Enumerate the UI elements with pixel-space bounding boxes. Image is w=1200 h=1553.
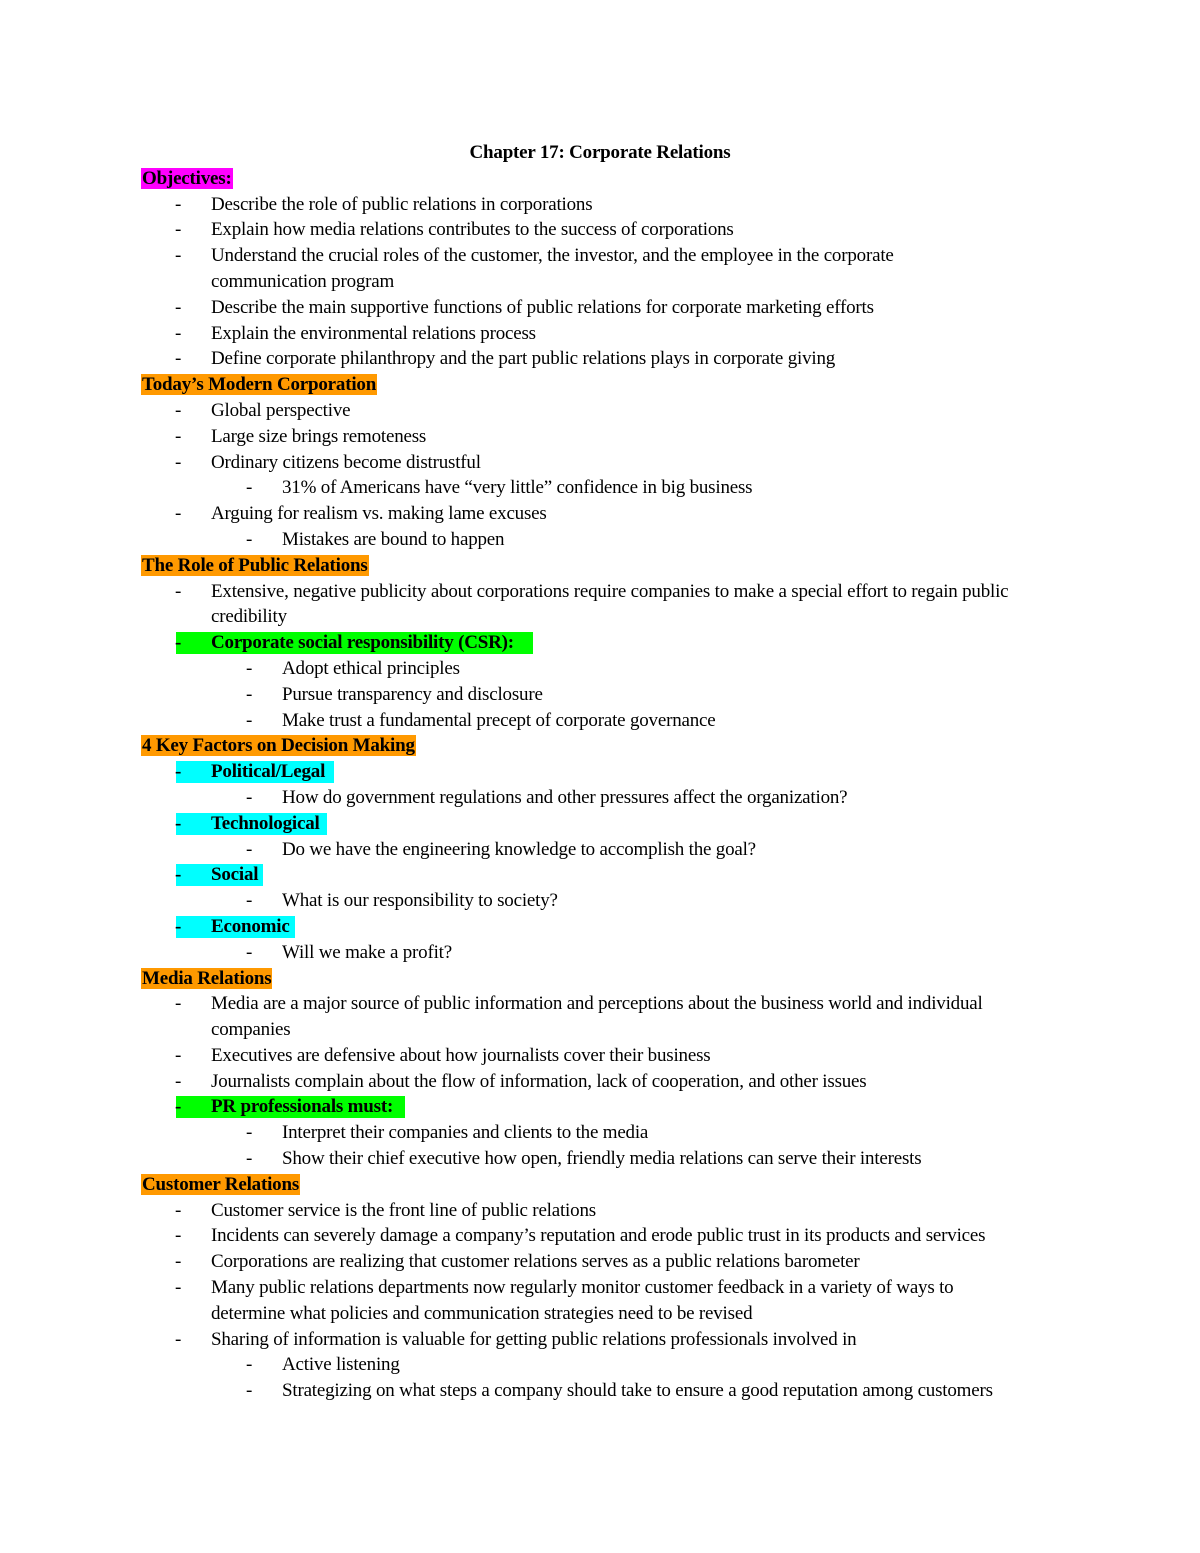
bullet-dash: -	[246, 1380, 253, 1402]
subheading-pr-professionals: - PR professionals must:	[0, 1094, 1200, 1120]
list-item: - Explain the environmental relations process	[0, 321, 1200, 347]
bullet-dash: -	[175, 1044, 182, 1066]
list-item: - Many public relations departments now regularly monitor customer feedback in a variety of ways to	[0, 1275, 1200, 1301]
bullet-dash: -	[246, 1122, 253, 1144]
bullet-dash: -	[246, 1148, 253, 1170]
list-item: - Extensive, negative publicity about corporations require companies to make a special effort to regain public	[0, 579, 1200, 605]
section-heading-customer-relations	[0, 1172, 1200, 1198]
subheading-political-legal: - Political/Legal	[0, 759, 1200, 785]
list-item: - Incidents can severely damage a company’s reputation and erode public trust in its products and services	[0, 1223, 1200, 1249]
bullet-dash: -	[246, 657, 253, 679]
bullet-dash: -	[246, 890, 253, 912]
bullet-dash: -	[175, 1199, 182, 1221]
list-item: - Define corporate philanthropy and the part public relations plays in corporate giving	[0, 346, 1200, 372]
section-heading-key-factors	[0, 733, 1200, 759]
bullet-dash: -	[175, 1328, 182, 1350]
bullet-dash: -	[175, 761, 182, 783]
subheading-economic: - Economic	[0, 914, 1200, 940]
heading-text: Today’s Modern Corporation	[142, 374, 377, 396]
subheading-csr: - Corporate social responsibility (CSR):	[0, 630, 1200, 656]
bullet-dash: -	[175, 451, 182, 473]
bullet-dash: -	[175, 915, 182, 937]
bullet-dash: -	[246, 477, 253, 499]
sub-list-item: - Pursue transparency and disclosure	[0, 682, 1200, 708]
document-body	[0, 140, 1200, 1404]
heading-text: Customer Relations	[142, 1173, 300, 1195]
bullet-dash: -	[175, 193, 182, 215]
sub-list-item: - Active listening	[0, 1352, 1200, 1378]
sub-list-item: - How do government regulations and other pressures affect the organization?	[0, 785, 1200, 811]
list-item: - Ordinary citizens become distrustful	[0, 450, 1200, 476]
list-item: - Customer service is the front line of public relations	[0, 1198, 1200, 1224]
bullet-dash: -	[175, 1096, 182, 1118]
bullet-dash: -	[175, 425, 182, 447]
bullet-dash: -	[246, 838, 253, 860]
bullet-dash: -	[175, 864, 182, 886]
bullet-dash: -	[175, 322, 182, 344]
list-item: - Describe the role of public relations in corporations	[0, 192, 1200, 218]
bullet-dash: -	[246, 941, 253, 963]
list-item: - Large size brings remoteness	[0, 424, 1200, 450]
section-heading-media-relations	[0, 966, 1200, 992]
list-item-continuation: communication program	[211, 270, 395, 292]
sub-list-item: - Show their chief executive how open, friendly media relations can serve their interests	[0, 1146, 1200, 1172]
sub-list-item: - Interpret their companies and clients to the media	[0, 1120, 1200, 1146]
list-item-continuation: determine what policies and communication strategies need to be revised	[211, 1302, 753, 1324]
heading-text: Media Relations	[142, 967, 272, 989]
bullet-dash: -	[175, 1277, 182, 1299]
heading-text: The Role of Public Relations	[142, 554, 368, 576]
list-item: - Describe the main supportive functions of public relations for corporate marketing efforts	[0, 295, 1200, 321]
sub-list-item: - What is our responsibility to society?	[0, 888, 1200, 914]
list-item: - Corporations are realizing that customer relations serves as a public relations barometer	[0, 1249, 1200, 1275]
subheading-social: - Social	[0, 862, 1200, 888]
bullet-dash: -	[175, 296, 182, 318]
bullet-dash: -	[175, 580, 182, 602]
heading-text: 4 Key Factors on Decision Making	[142, 735, 415, 757]
bullet-dash: -	[246, 786, 253, 808]
bullet-dash: -	[175, 1251, 182, 1273]
list-item: - Understand the crucial roles of the customer, the investor, and the employee in the corporate	[0, 243, 1200, 269]
page-title: Chapter 17: Corporate Relations	[469, 142, 731, 163]
heading-text: Objectives:	[142, 167, 232, 189]
bullet-dash: -	[175, 219, 182, 241]
bullet-dash: -	[175, 1070, 182, 1092]
bullet-dash: -	[175, 993, 182, 1015]
sub-list-item: - Strategizing on what steps a company should take to ensure a good reputation among customers	[0, 1378, 1200, 1404]
list-item: - Executives are defensive about how journalists cover their business	[0, 1043, 1200, 1069]
list-item-continuation: companies	[211, 1019, 291, 1041]
bullet-dash: -	[175, 503, 182, 525]
list-item: - Arguing for realism vs. making lame excuses	[0, 501, 1200, 527]
sub-list-item: - 31% of Americans have “very little” confidence in big business	[0, 475, 1200, 501]
list-item-continuation: credibility	[211, 606, 287, 628]
list-item: - Explain how media relations contributes to the success of corporations	[0, 217, 1200, 243]
bullet-dash: -	[246, 709, 253, 731]
section-heading-modern-corporation	[0, 372, 1200, 398]
bullet-dash: -	[246, 528, 253, 550]
sub-list-item: - Mistakes are bound to happen	[0, 527, 1200, 553]
bullet-dash: -	[175, 245, 182, 267]
bullet-dash: -	[246, 683, 253, 705]
sub-list-item: - Adopt ethical principles	[0, 656, 1200, 682]
list-item: - Media are a major source of public information and perceptions about the business world and individual	[0, 991, 1200, 1017]
bullet-dash: -	[175, 812, 182, 834]
subheading-technological: - Technological	[0, 811, 1200, 837]
bullet-dash: -	[246, 1354, 253, 1376]
section-heading-role-of-pr	[0, 553, 1200, 579]
bullet-dash: -	[175, 632, 182, 654]
list-item: - Journalists complain about the flow of information, lack of cooperation, and other issues	[0, 1069, 1200, 1095]
list-item: - Global perspective	[0, 398, 1200, 424]
bullet-dash: -	[175, 348, 182, 370]
list-item: - Sharing of information is valuable for getting public relations professionals involved in	[0, 1327, 1200, 1353]
sub-list-item: - Do we have the engineering knowledge to accomplish the goal?	[0, 837, 1200, 863]
bullet-dash: -	[175, 1225, 182, 1247]
bullet-dash: -	[175, 399, 182, 421]
sub-list-item: - Make trust a fundamental precept of corporate governance	[0, 708, 1200, 734]
sub-list-item: - Will we make a profit?	[0, 940, 1200, 966]
section-heading-objectives	[0, 166, 1200, 192]
